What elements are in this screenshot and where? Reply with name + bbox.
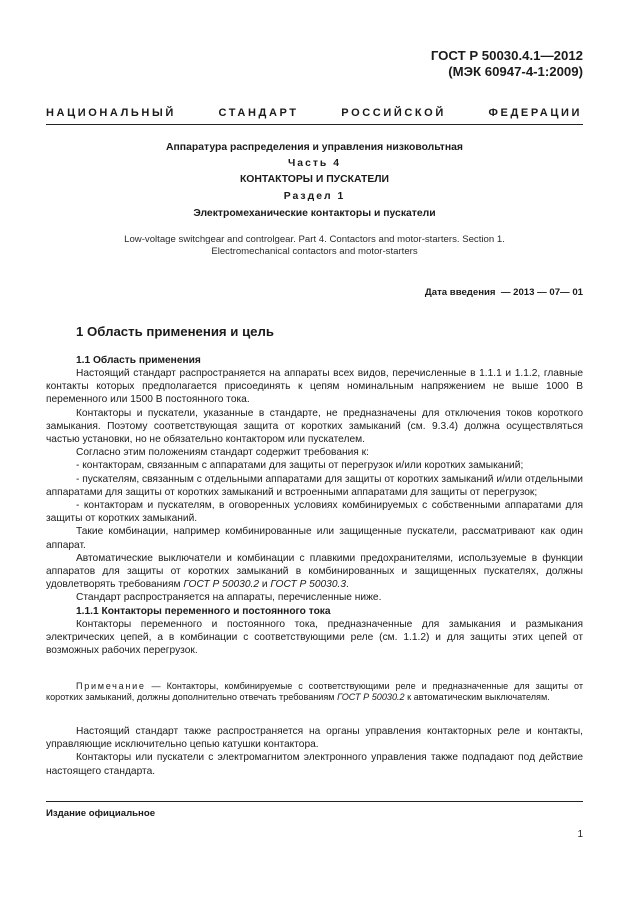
note-text: — Контакторы, комбинируемые с соответствующими реле и предназначенные для защиты от коротких замыканий, должны дополнительно отвечать требованиям <box>46 681 583 703</box>
list-item: - контакторам, связанным с аппаратами для защиты от перегрузок и/или коротких замыканий; <box>76 460 524 472</box>
paragraph <box>46 552 583 592</box>
section-number: Раздел 1 <box>283 191 346 202</box>
standard-reference: ГОСТ Р 50030.3 <box>270 579 347 591</box>
paragraph: Согласно этим положениям стандарт содержит требования к: <box>76 447 369 459</box>
header-divider <box>46 124 583 125</box>
paragraph: Контакторы переменного и постоянного тока, предназначенные для замыкания и размыкания электрических цепей, а в комбинации с соответствующими реле (см. 1.1.2) и для защиты этих цепей от возможных рабочих перегрузок. <box>46 618 583 657</box>
standard-code: ГОСТ Р 50030.4.1—2012 <box>430 48 583 63</box>
standard-reference: ГОСТ Р 50030.2 <box>183 579 259 591</box>
paragraph: Такие комбинации, например комбинированные или защищенные пускатели, рассматривают как один аппарат. <box>46 526 583 551</box>
paragraph-text: . <box>346 579 349 591</box>
subsection-heading: 1.1 Область применения <box>76 355 201 366</box>
note-text: к автоматическим выключателям. <box>404 692 550 703</box>
paragraph-text: и <box>259 579 271 591</box>
note-paragraph <box>46 681 583 704</box>
paragraph: Стандарт распространяется на аппараты, перечисленные ниже. <box>76 592 382 604</box>
body-text-block-2 <box>46 725 583 778</box>
introduction-date-label: Дата введения <box>424 287 496 298</box>
introduction-date <box>300 287 583 299</box>
english-title-line-1: Low-voltage switchgear and controlgear. Part 4. Contactors and motor-starters. Section 1. <box>124 234 505 245</box>
part-number: Часть 4 <box>287 158 341 169</box>
list-item: - контакторам и пускателям, в оговоренных условиях комбинируемых с собственными аппаратами для защиты от коротких замыканий. <box>46 500 583 525</box>
document-main-title: Аппаратура распределения и управления низковольтная <box>166 142 463 153</box>
body-text-block <box>46 367 583 657</box>
section-heading: 1 Область применения и цель <box>76 324 274 339</box>
note-label: Примечание <box>76 681 146 691</box>
english-title-line-2: Electromechanical contactors and motor-starters <box>211 246 418 257</box>
paragraph: Настоящий стандарт распространяется на аппараты всех видов, перечисленные в 1.1.1 и 1.1.2, главные контакты которых предполагается присоединять к цепям номинальным напряжением не выше 1000 В переменного или 1500 В постоянного тока. <box>46 368 583 406</box>
note-block <box>46 681 583 704</box>
iec-code: (МЭК 60947-4-1:2009) <box>448 64 583 79</box>
paragraph: Контакторы и пускатели, указанные в стандарте, не предназначены для отключения токов короткого замыкания. Поэтому соответствующая защита от коротких замыканий (см. 9.3.4) должна осуществляться частью установки, но не обязательно контактором или пускателем. <box>46 407 583 446</box>
section-title: Электромеханические контакторы и пускатели <box>193 208 436 219</box>
paragraph: Настоящий стандарт также распространяется на органы управления контакторных реле и контакты, управляющие исключительно цепью катушки контактора. <box>46 726 583 751</box>
subsection-1-1-1-heading: 1.1.1 Контакторы переменного и постоянного тока <box>76 605 331 617</box>
standard-reference: ГОСТ Р 50030.2 <box>337 692 405 703</box>
official-edition-label: Издание официальное <box>46 808 156 819</box>
footer-divider <box>46 801 583 802</box>
paragraph-text: Автоматические выключатели и комбинации с плавкими предохранителями, используемые в функции аппаратов для защиты от коротких замыканий в комбинированных и защищенных пускателях, должны удовлетворять требованиям <box>46 552 583 591</box>
national-standard-title: НАЦИОНАЛЬНЫЙ СТАНДАРТ РОССИЙСКОЙ ФЕДЕРАЦИИ <box>46 107 582 119</box>
paragraph: Контакторы или пускатели с электромагнитом электронного управления также подпадают под действие настоящего стандарта. <box>46 752 583 777</box>
list-item: - пускателям, связанным с отдельными аппаратами для защиты от коротких замыканий и/или отдельными аппаратами для защиты от коротких замыканий и встроенными аппаратами для защиты от перегрузок; <box>46 473 583 498</box>
part-title: КОНТАКТОРЫ И ПУСКАТЕЛИ <box>239 174 390 185</box>
page-number: 1 <box>577 829 583 840</box>
introduction-date-value: — 2013 — 07— 01 <box>500 287 583 298</box>
